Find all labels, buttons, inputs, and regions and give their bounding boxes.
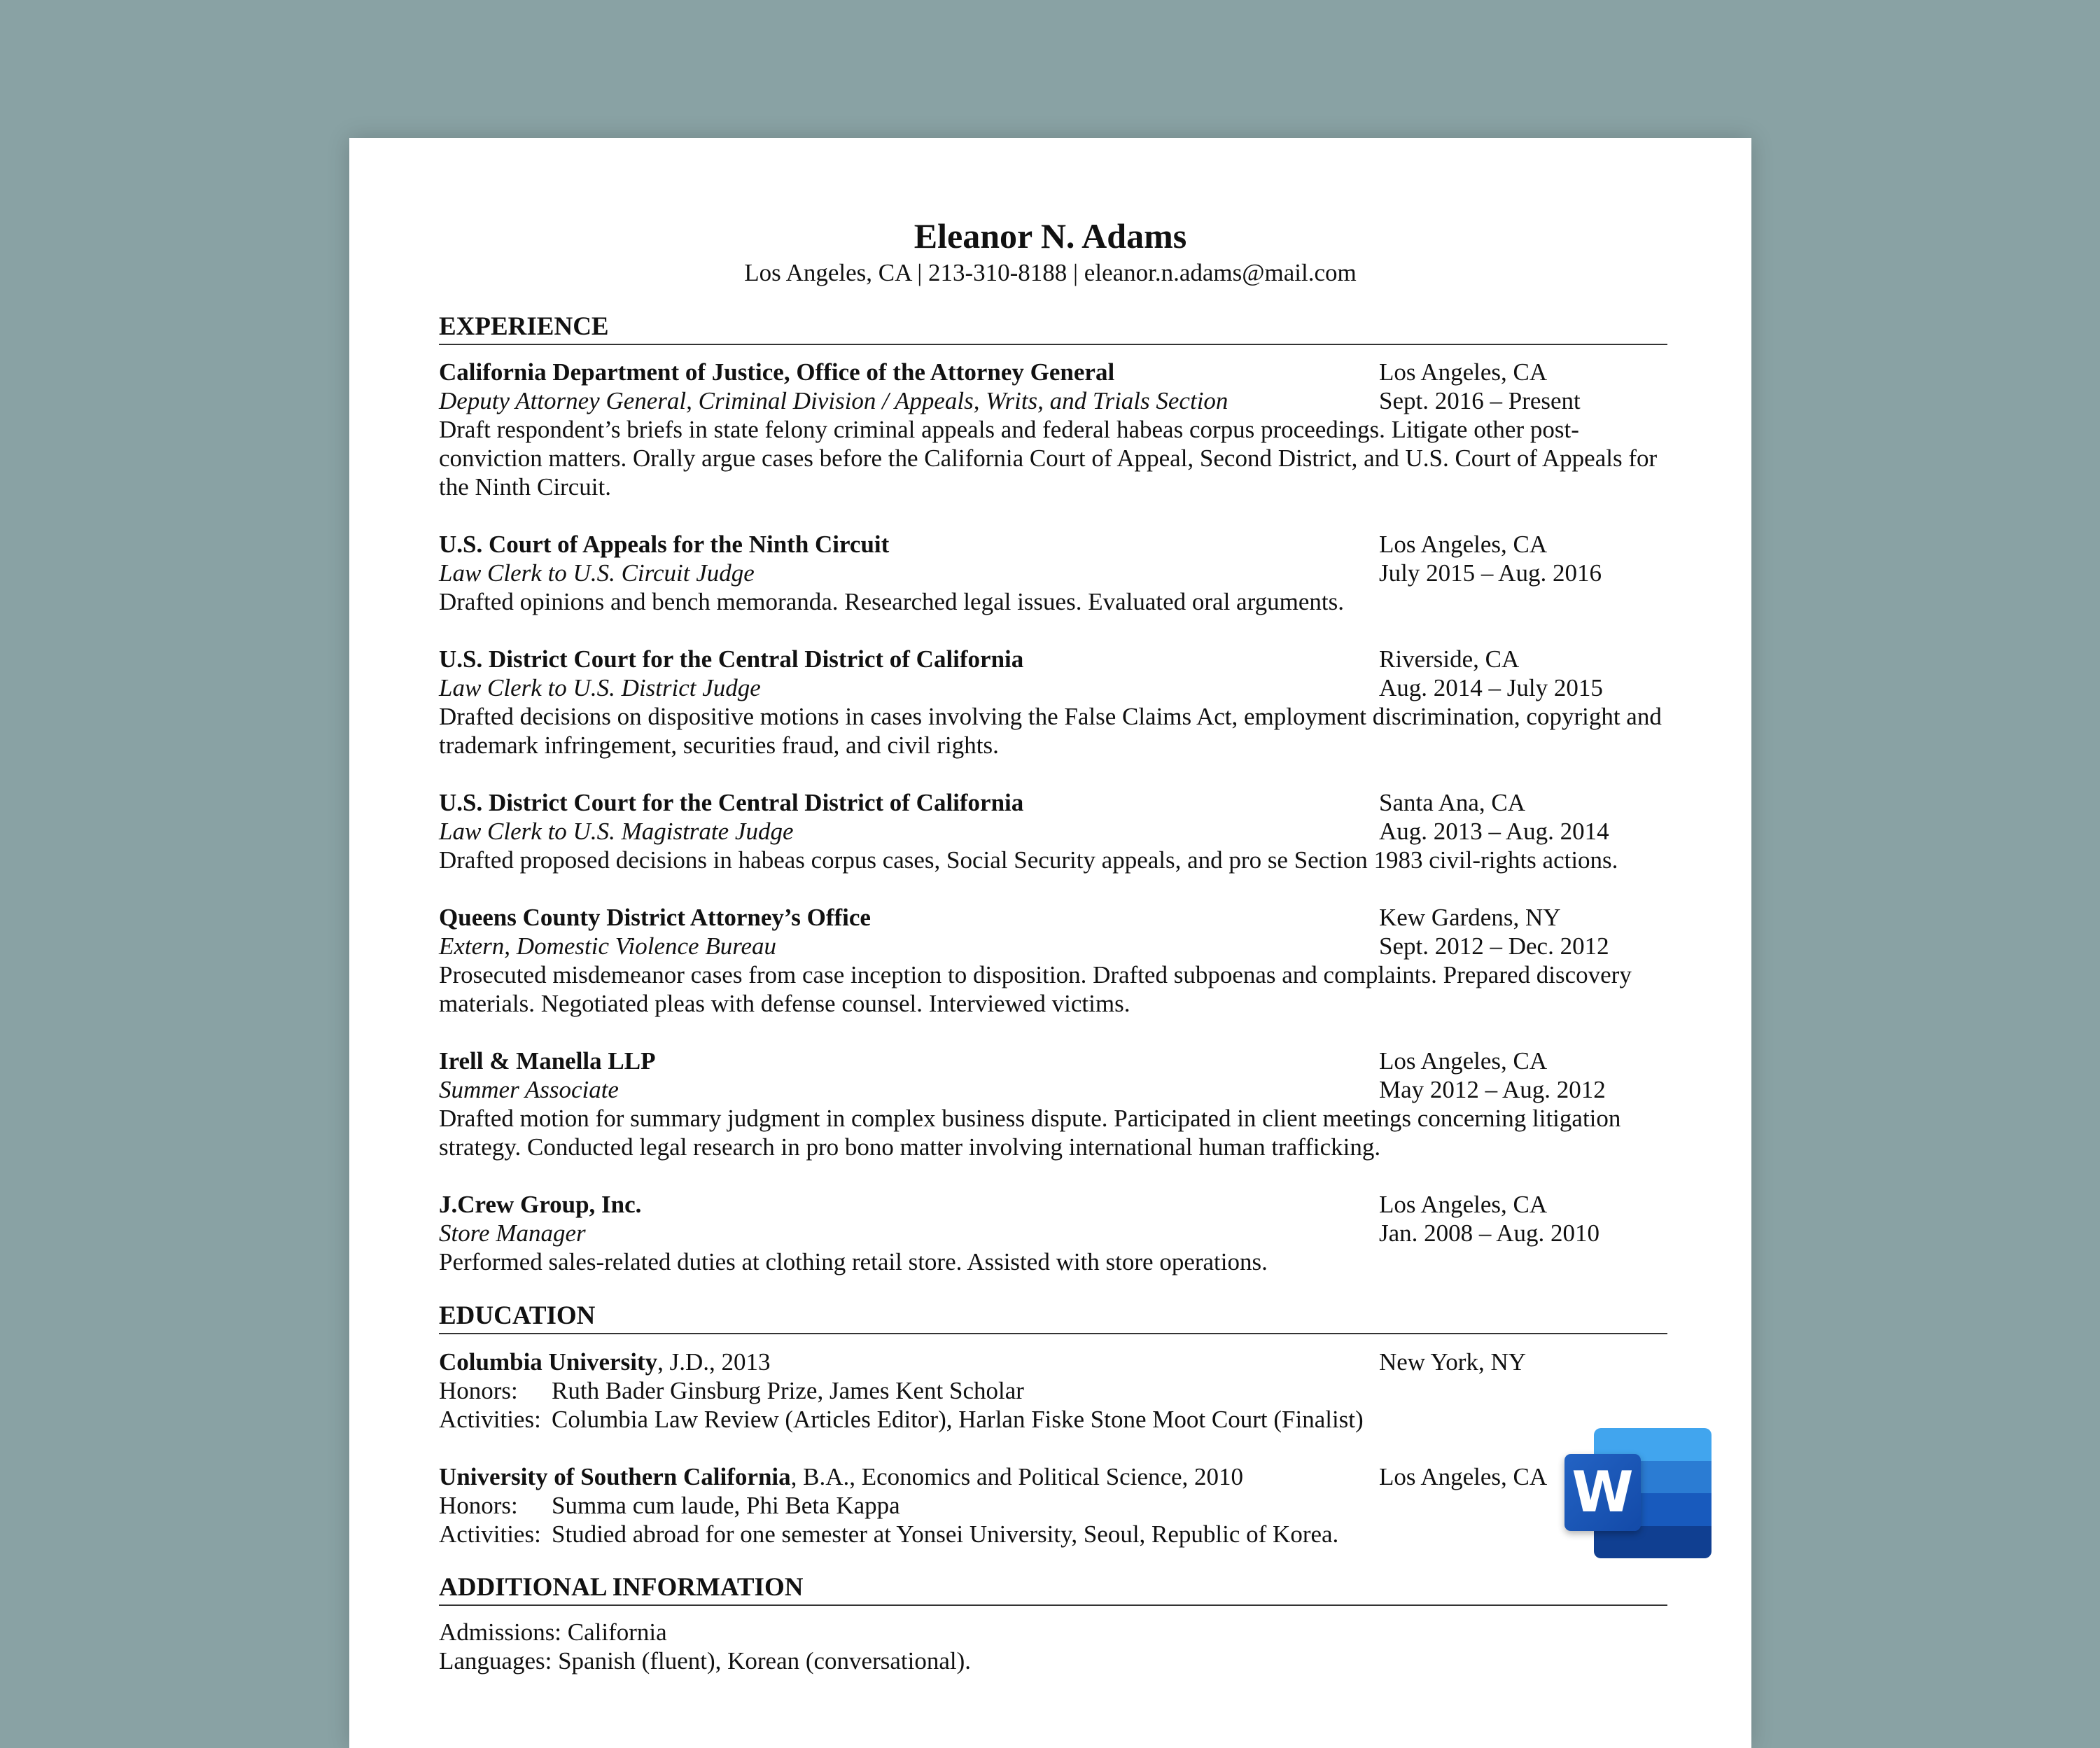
job-title: Summer Associate <box>439 1076 619 1103</box>
section-heading: ADDITIONAL INFORMATION <box>439 1573 1667 1606</box>
admissions-line: Admissions: California <box>439 1618 667 1646</box>
job-title: Deputy Attorney General, Criminal Division / Appeals, Writs, and Trials Section <box>439 387 1228 414</box>
experience-entry <box>439 903 1667 1047</box>
resume-page <box>349 138 1751 1748</box>
microsoft-word-icon: W <box>1564 1428 1712 1558</box>
description: Draft respondent’s briefs in state felony criminal appeals and federal habeas corpus proceedings. Litigate other post-conviction matters. Orally argue cases before the California Court of Appeal, Second District, and U.S. Court of Appeals for the Ninth Circuit. <box>439 416 1658 501</box>
contact-line: Los Angeles, CA | 213-310-8188 | eleanor.n.adams@mail.com <box>744 259 1357 286</box>
experience-entry <box>439 645 1667 788</box>
job-title: Store Manager <box>439 1219 586 1247</box>
job-title: Law Clerk to U.S. Magistrate Judge <box>439 818 794 845</box>
location: Los Angeles, CA <box>1379 1463 1548 1490</box>
experience-entry <box>439 358 1667 530</box>
education-section <box>439 1301 1667 1548</box>
activities: Columbia Law Review (Articles Editor), Harlan Fiske Stone Moot Court (Finalist) <box>552 1406 1364 1433</box>
job-title: Law Clerk to U.S. District Judge <box>439 674 761 701</box>
honors: Ruth Bader Ginsburg Prize, James Kent Scholar <box>552 1377 1024 1404</box>
location: Los Angeles, CA <box>1379 531 1548 558</box>
dates: Sept. 2012 – Dec. 2012 <box>1379 932 1609 960</box>
location: Riverside, CA <box>1379 645 1520 673</box>
location: Los Angeles, CA <box>1379 1191 1548 1218</box>
organization: U.S. District Court for the Central District of California <box>439 645 1024 673</box>
location: Los Angeles, CA <box>1379 1047 1548 1075</box>
organization: U.S. District Court for the Central District of California <box>439 789 1024 816</box>
honors-label: Honors: <box>439 1492 518 1519</box>
organization: J.Crew Group, Inc. <box>439 1191 642 1218</box>
activities-label: Activities: <box>439 1520 541 1548</box>
activities-label: Activities: <box>439 1406 541 1433</box>
experience-section <box>439 312 1667 1276</box>
location: Santa Ana, CA <box>1379 789 1526 816</box>
description: Drafted motion for summary judgment in complex business dispute. Participated in client meetings concerning litigation strategy. Conducted legal research in pro bono matter involving international human trafficking. <box>439 1105 1621 1161</box>
dates: Sept. 2016 – Present <box>1379 387 1581 414</box>
dates: July 2015 – Aug. 2016 <box>1379 559 1602 587</box>
job-title: Extern, Domestic Violence Bureau <box>439 932 777 960</box>
dates: Jan. 2008 – Aug. 2010 <box>1379 1219 1600 1247</box>
education-entry <box>439 1348 1667 1462</box>
activities: Studied abroad for one semester at Yonsei University, Seoul, Republic of Korea. <box>552 1520 1339 1548</box>
description: Prosecuted misdemeanor cases from case inception to disposition. Drafted subpoenas and complaints. Prepared discovery materials. Negotiated pleas with defense counsel. Interviewed victims. <box>439 961 1632 1017</box>
experience-entry <box>439 788 1667 903</box>
additional-section <box>439 1573 1667 1675</box>
job-title: Law Clerk to U.S. Circuit Judge <box>439 559 755 587</box>
dates: Aug. 2014 – July 2015 <box>1379 674 1603 701</box>
section-heading: EDUCATION <box>439 1301 1667 1334</box>
description: Drafted decisions on dispositive motions in cases involving the False Claims Act, employment discrimination, copyright and trademark infringement, securities fraud, and civil rights. <box>439 703 1662 759</box>
school: Columbia University <box>439 1348 658 1376</box>
degree: , B.A., Economics and Political Science, 2010 <box>790 1463 1244 1490</box>
organization: Queens County District Attorney’s Office <box>439 904 871 931</box>
location: Los Angeles, CA <box>1379 358 1548 386</box>
organization: U.S. Court of Appeals for the Ninth Circuit <box>439 531 890 558</box>
experience-entry <box>439 530 1667 645</box>
description: Drafted proposed decisions in habeas corpus cases, Social Security appeals, and pro se Section 1983 civil-rights actions. <box>439 846 1618 874</box>
description: Drafted opinions and bench memoranda. Researched legal issues. Evaluated oral arguments. <box>439 588 1344 615</box>
experience-entry <box>439 1190 1667 1276</box>
honors-label: Honors: <box>439 1377 518 1404</box>
languages-line: Languages: Spanish (fluent), Korean (conversational). <box>439 1647 972 1674</box>
school: University of Southern California <box>439 1463 791 1490</box>
experience-entry <box>439 1047 1667 1190</box>
degree: , J.D., 2013 <box>657 1348 771 1376</box>
honors: Summa cum laude, Phi Beta Kappa <box>552 1492 900 1519</box>
description: Performed sales-related duties at clothing retail store. Assisted with store operations. <box>439 1248 1268 1275</box>
candidate-name: Eleanor N. Adams <box>913 216 1187 256</box>
location: Kew Gardens, NY <box>1379 904 1561 931</box>
section-heading: EXPERIENCE <box>439 312 1667 345</box>
education-entry <box>439 1462 1667 1548</box>
organization: Irell & Manella LLP <box>439 1047 656 1075</box>
organization: California Department of Justice, Office of the Attorney General <box>439 358 1115 386</box>
dates: May 2012 – Aug. 2012 <box>1379 1076 1606 1103</box>
location: New York, NY <box>1379 1348 1527 1376</box>
dates: Aug. 2013 – Aug. 2014 <box>1379 818 1609 845</box>
